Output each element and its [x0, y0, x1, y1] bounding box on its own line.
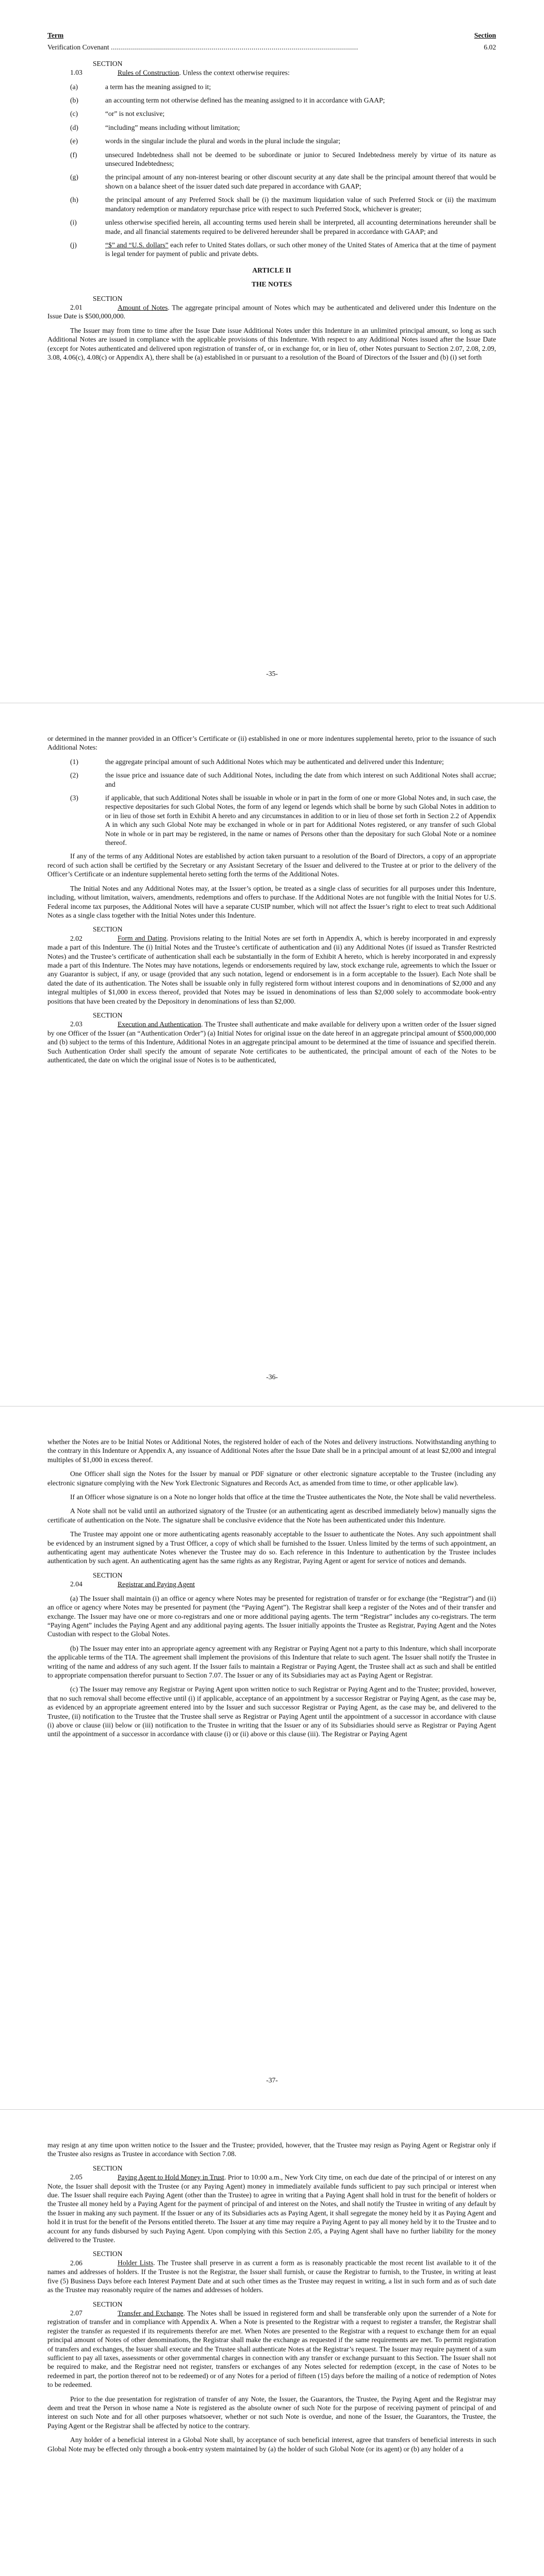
clause-2-01-2: (2) the issue price and issuance date of such Additional Notes, including the date from which interest on such Additional Notes shall accrue; and: [70, 771, 496, 788]
clause-2-01-3: (3) if applicable, that such Additional Notes shall be issuable in whole or in part in the form of one or more Global Notes and, in such case, the respective depositaries for such Global Notes, the form of any legend or legends which shall be borne by such Global Notes in addition to or in lieu of those set forth in Exhibit A hereto and any circumstances in addition to or in lieu of those set forth in Section 2.2 of Appendix A in which any such Global Note may be exchanged in whole or in part for Additional Notes registered, or any transfer of such Global Note in whole or in part may be registered, in the name or names of Persons other than the depositary for such Global Note or a nominee thereof.: [70, 794, 496, 847]
page-35: [0, 0, 544, 703]
clause-1-03-g: (g) the principal amount of any non-interest bearing or other discount security at any date shall be the principal amount thereof that would be shown on a balance sheet of the issuer dated such date prepared in accordance with GAAP;: [70, 173, 496, 190]
section-2-05: SECTION 2.05 Paying Agent to Hold Money in Trust. Prior to 10:00 a.m., New York City time, on each due date of the principal of or interest on any Note, the Issuer shall deposit with the Trustee (or any Paying Agent) money in immediately available funds sufficient to pay such principal or interest when due. The Issuer shall require each Paying Agent (other than the Trustee) to agree in writing that a Paying Agent shall hold in trust for the benefit of holders or the Trustee all money held by a Paying Agent for the payment of principal of and interest on the Notes, and shall notify the Trustee in writing of any default by the Issuer in making any such payment. If the Issuer or any of its Subsidiaries acts as Paying Agent, it shall segregate the money held by it as Paying Agent and hold it in trust for the benefit of the Persons entitled thereto. The Issuer at any time may require a Paying Agent to pay all money held by it to the Trustee and to account for any funds disbursed by such Paying Agent. Upon complying with this Section 2.05, a Paying Agent shall have no further liability for the money delivered to the Trustee.: [47, 2164, 496, 2244]
section-2-03-officer: If an Officer whose signature is on a Note no longer holds that office at the time the Trustee authenticates the Note, the Note shall be valid nevertheless.: [70, 1493, 496, 1501]
clause-1-03-a: (a) a term has the meaning assigned to it;: [70, 82, 211, 91]
section-2-07-beneficial: Any holder of a beneficial interest in a Global Note shall, by acceptance of such beneficial interest, agree that transfers of beneficial interests in such Global Note may be effected only through a book-entry system maintained by (a) the holder of such Global Note (or its agent) or (b) any holder of a: [47, 2436, 496, 2453]
clause-1-03-j: (j) “$” and “U.S. dollars” each refer to United States dollars, or such other money of the United States of America that at the time of payment is legal tender for payment of public and private debts.: [70, 241, 496, 258]
clause-1-03-b: (b) an accounting term not otherwise defined has the meaning assigned to it in accordance with GAAP;: [70, 96, 385, 105]
clause-2-01-1: (1) the aggregate principal amount of such Additional Notes which may be authenticated and delivered under this Indenture;: [70, 757, 444, 766]
toc-row: [47, 43, 496, 52]
section-2-03-validity: A Note shall not be valid until an authorized signatory of the Trustee (or an authenticating agent as described immediately below) manually signs the certificate of authentication on the Note. The signature shall be conclusive evidence that the Note has been authenticated under this Indenture.: [47, 1507, 496, 1524]
clause-2-04-b: (b) The Issuer may enter into an appropriate agency agreement with any Registrar or Paying Agent not a party to this Indenture, which shall incorporate the applicable terms of the TIA. The agreement shall implement the provisions of this Indenture that relate to such agent. The Issuer shall notify the Trustee in writing of the name and address of any such agent. If the Issuer fails to maintain a Registrar or Paying Agent, the Trustee shall act as such and shall be entitled to appropriate compensation therefor pursuant to Section 7.07. The Issuer or any of its Subsidiaries may act as Paying Agent or Registrar.: [47, 1644, 496, 1679]
page-38-content: [47, 2141, 496, 2459]
section-2-01-paragraph: The Issuer may from time to time after the Issue Date issue Additional Notes under this Indenture in an unlimited principal amount, so long as such Additional Notes are issued in compliance with the applicable provisions of this Indenture. With respect to any Additional Notes issued after the Issue Date (except for Notes authenticated and delivered upon registration of transfer of, or in exchange for, or in lieu of, other Notes pursuant to Section 2.07, 2.08, 2.09, 3.08, 4.06(c), 4.08(c) or Appendix A), there shall be (a) established in or pursuant to a resolution of the Board of Directors of the Issuer and (b) (i) set forth: [47, 326, 496, 361]
section-2-03-continued: whether the Notes are to be Initial Notes or Additional Notes, the registered holder of each of the Notes and delivery instructions. Notwithstanding anything to the contrary in this Indenture or Appendix A, any issuance of Additional Notes after the Issue Date shall be in a principal amount of at least $2,000 and integral multiples of $1,000 in excess thereof.: [47, 1438, 496, 1464]
toc-section-header: Section: [474, 31, 496, 39]
page-35-content: [47, 31, 496, 367]
section-2-03: SECTION 2.03 Execution and Authentication. The Trustee shall authenticate and make available for delivery upon a written order of the Issuer signed by one Officer of the Issuer (an “Authentication Order”) (a) Initial Notes for original issue on the date hereof in an aggregate principal amount of $500,000,000 and (b) subject to the terms of this Indenture, Additional Notes in an aggregate principal amount to be determined at the time of issuance and specified therein. Such Authentication Order shall specify the amount of separate Note certificates to be authenticated, the principal amount of each of the Notes to be authenticated, the date on which the original issue of Notes is to be authenticated,: [47, 1011, 496, 1064]
page-number: -35-: [266, 670, 278, 677]
section-2-04-heading: SECTION 2.04 Registrar and Paying Agent: [70, 1571, 195, 1588]
clause-1-03-c: (c) “or” is not exclusive;: [70, 110, 165, 118]
section-2-06: SECTION 2.06 Holder Lists. The Trustee shall preserve in as current a form as is reasonably practicable the most recent list available to it of the names and addresses of holders. If the Trustee is not the Registrar, the Issuer shall furnish, or cause the Registrar to furnish, to the Trustee, in writing at least five (5) Business Days before each Interest Payment Date and at such other times as the Trustee may request in writing, a list in such form and as of such date as the Trustee may reasonably require of the names and addresses of holders.: [47, 2250, 496, 2294]
toc-term: Verification Covenant ...........................................................................................................................: [47, 43, 358, 52]
section-2-01-continued: or determined in the manner provided in an Officer’s Certificate or (ii) established in one or more indentures supplemental hereto, prior to the issuance of such Additional Notes:: [47, 735, 496, 752]
page-36-content: [47, 734, 496, 1070]
section-1-03-heading: SECTION 1.03 Rules of Construction. Unless the context otherwise requires:: [70, 59, 290, 77]
toc-section: 6.02: [484, 43, 496, 52]
page-38: [0, 2110, 544, 2576]
section-2-01-board-resolution: If any of the terms of any Additional Notes are established by action taken pursuant to a resolution of the Board of Directors, a copy of an appropriate record of such action shall be certified by the Secretary or any Assistant Secretary of the Issuer and delivered to the Trustee at or prior to the delivery of the Officer’s Certificate or an indenture supplemental hereto setting forth the terms of the Additional Notes.: [47, 852, 496, 878]
page-36: [0, 703, 544, 1406]
article-title: ARTICLE II: [252, 266, 291, 274]
clause-2-04-c-continued: may resign at any time upon written notice to the Issuer and the Trustee; provided, however, that the Trustee may resign as Paying Agent or Registrar only if the Trustee also resigns as Trustee in accordance with Section 7.08.: [47, 2141, 496, 2158]
clause-1-03-d: (d) “including” means including without limitation;: [70, 123, 240, 131]
clause-1-03-f: (f) unsecured Indebtedness shall not be deemed to be subordinate or junior to Secured Indebtedness merely by virtue of its nature as unsecured Indebtedness;: [70, 150, 496, 168]
page-number: -37-: [266, 2076, 278, 2084]
page-37: [0, 1406, 544, 2110]
section-2-07-owner: Prior to the due presentation for registration of transfer of any Note, the Issuer, the Guarantors, the Trustee, the Paying Agent and the Registrar may deem and treat the Person in whose name a Note is registered as the absolute owner of such Note for the purpose of receiving payment of principal of and interest on such Note and for all other purposes whatsoever, whether or not such Note is overdue, and none of the Issuer, the Guarantors, the Trustee, the Paying Agent or the Registrar shall be affected by notice to the contrary.: [47, 2395, 496, 2430]
clause-1-03-i: (i) unless otherwise specified herein, all accounting terms used herein shall be interpreted, all accounting determinations hereunder shall be made, and all financial statements required to be delivered hereunder shall be prepared in accordance with GAAP; and: [70, 218, 496, 235]
section-2-01-single-class: The Initial Notes and any Additional Notes may, at the Issuer’s option, be treated as a single class of securities for all purposes under this Indenture, including, without limitation, waivers, amendments, redemptions and offers to purchase. If the Additional Notes are not fungible with the Initial Notes for U.S. Federal income tax purposes, the Additional Notes will have a separate CUSIP number, which will not affect the Issuer’s right to elect to treat such Additional Notes as a single class together with the Initial Notes under this Indenture.: [47, 884, 496, 919]
section-2-01: SECTION 2.01 Amount of Notes. The aggregate principal amount of Notes which may be authenticated and delivered under this Indenture on the Issue Date is $500,000,000.: [47, 294, 496, 320]
clause-1-03-h: (h) the principal amount of any Preferred Stock shall be (i) the maximum liquidation value of such Preferred Stock or (ii) the maximum mandatory redemption or mandatory repurchase price with respect to such Preferred Stock, whichever is greater;: [70, 196, 496, 213]
clause-2-04-c: (c) The Issuer may remove any Registrar or Paying Agent upon written notice to such Registrar or Paying Agent and to the Trustee; provided, however, that no such removal shall become effective until (i) if applicable, acceptance of an appointment by a successor Registrar or Paying Agent, as the case may be, as evidenced by an appropriate agreement entered into by the Issuer and such successor Registrar or Paying Agent, as the case may be, and delivered to the Trustee, (ii) notification to the Trustee that the Trustee shall serve as Registrar or Paying Agent until the appointment of a successor in accordance with clause (i) above or clause (iii) below or (iii) notification to the Trustee in writing that the Issuer or any of its Subsidiaries should serve as Registrar or Paying Agent until the appointment of a successor in accordance with clause (i) or (ii) above or this clause (iii). The Registrar or Paying Agent: [47, 1685, 496, 1738]
clause-1-03-e: (e) words in the singular include the plural and words in the plural include the singular;: [70, 137, 341, 145]
clause-2-04-a: (a) The Issuer shall maintain (i) an office or agency where Notes may be presented for registration of transfer or for exchange (the “Registrar”) and (ii) an office or agency where Notes may be presented for payment (the “Paying Agent”). The Registrar shall keep a register of the Notes and of their transfer and exchange. The Issuer may have one or more co-registrars and one or more additional paying agents. The term “Registrar” includes any co-registrars. The term “Paying Agent” includes the Paying Agent and any additional paying agents. The Issuer initially appoints the Trustee as Registrar, Paying Agent and the Notes Custodian with respect to the Global Notes.: [47, 1594, 496, 1638]
section-2-03-agents: The Trustee may appoint one or more authenticating agents reasonably acceptable to the Issuer to authenticate the Notes. Any such appointment shall be evidenced by an instrument signed by a Trust Officer, a copy of which shall be furnished to the Issuer. Unless limited by the terms of such appointment, an authenticating agent may authenticate Notes whenever the Trustee may do so. Each reference in this Indenture to authentication by the Trustee includes authentication by such agent. An authenticating agent has the same rights as any Registrar, Paying Agent or agent for service of notices and demands.: [47, 1530, 496, 1565]
article-subtitle: THE NOTES: [251, 280, 292, 289]
toc-term-header: Term: [47, 31, 64, 39]
page-37-content: [47, 1437, 496, 1744]
section-2-02: SECTION 2.02 Form and Dating. Provisions relating to the Initial Notes are set forth in Appendix A, which is hereby incorporated in and expressly made a part of this Indenture. The (i) Initial Notes and the Trustee’s certificate of authentication and (ii) any Additional Notes (if issued as Transfer Restricted Notes) and the Trustee’s certificate of authentication shall each be substantially in the form of Exhibit A hereto, which is hereby incorporated in and expressly made a part of this Indenture. The Notes may have notations, legends or endorsements required by law, stock exchange rule, agreements to which the Issuer or any Guarantor is subject, if any, or usage (provided that any such notation, legend or endorsement is in a form acceptable to the Issuer). Each Note shall be dated the date of its authentication. The Notes shall be issuable only in fully registered form without interest coupons and in denominations of $2,000 and any integral multiples of $1,000 in excess thereof, provided that Notes may be issued in denominations of less than $2,000 solely to accommodate book-entry positions that have been created by the Depository in denominations of less than $2,000.: [47, 925, 497, 1005]
toc-header: [47, 31, 496, 40]
page-number: -36-: [266, 1373, 278, 1381]
section-2-03-signature: One Officer shall sign the Notes for the Issuer by manual or PDF signature or other electronic signature acceptable to the Trustee (including any electronic signature complying with the New York Electronic Signatures and Records Act, as amended from time to time, or other applicable law).: [47, 1470, 496, 1487]
section-2-07: SECTION 2.07 Transfer and Exchange. The Notes shall be issued in registered form and shall be transferable only upon the surrender of a Note for registration of transfer and in compliance with Appendix A. When a Note is presented to the Registrar with a request to register a transfer, the Registrar shall register the transfer as requested if its requirements therefor are met. When Notes are presented to the Registrar with a request to exchange them for an equal principal amount of Notes of other denominations, the Registrar shall make the exchange as requested if the same requirements are met. To permit registration of transfers and exchanges, the Issuer shall execute and the Trustee shall authenticate Notes at the Registrar’s request. The Issuer may require payment of a sum sufficient to pay all taxes, assessments or other governmental charges in connection with any transfer or exchange pursuant to this Section. The Issuer shall not be required to make, and the Registrar need not register, transfers or exchanges of any Notes selected for redemption (except, in the case of Notes to be redeemed in part, the portion thereof not to be redeemed) or of any Notes for a period of fifteen (15) days before the mailing of a notice of redemption of Notes to be redeemed.: [47, 2300, 497, 2389]
